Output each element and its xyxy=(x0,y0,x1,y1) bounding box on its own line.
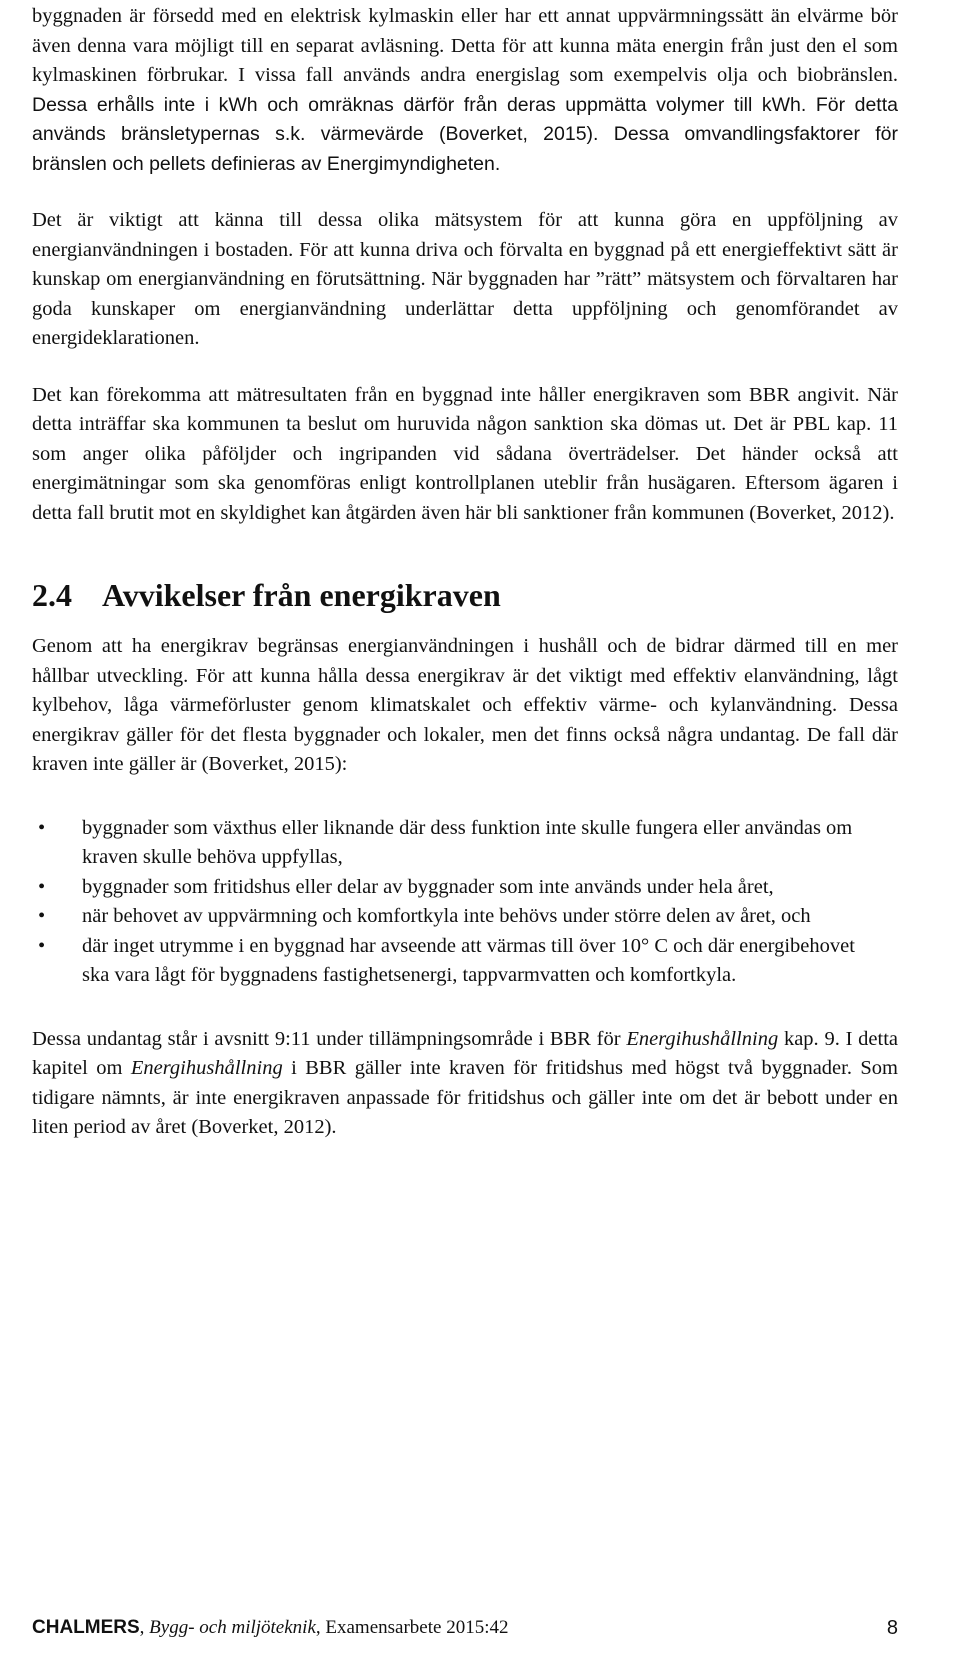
bullet-icon: • xyxy=(38,816,46,839)
text-run: Dessa undantag står i avsnitt 9:11 under tillämpningsområde i BBR för xyxy=(32,1027,627,1050)
paragraph-metering-serif: byggnaden är försedd med en elektrisk kylmaskin eller har ett annat uppvärmningssätt än elvärme bör även denna vara möjligt till en separat avläsning. Detta för att kunna mäta energin från just den el som kylmaskinen förbrukar. I vissa fall används andra energislag som exempelvis olja och biobränslen. xyxy=(32,5,898,86)
emphasis-text: Energihushållning xyxy=(130,1057,283,1079)
exceptions-list xyxy=(32,814,898,991)
section-title: Avvikelser från energikraven xyxy=(102,577,501,613)
emphasis-text: Energihushållning xyxy=(626,1027,779,1050)
paragraph-exceptions-reference xyxy=(32,1025,898,1143)
bullet-icon: • xyxy=(38,905,46,927)
list-item-text: när behovet av uppvärmning och komfortkyla inte behövs under större delen av året, och xyxy=(82,905,811,927)
bullet-icon: • xyxy=(38,875,46,898)
text-run: kap. 9. I detta kapitel om xyxy=(32,1027,898,1079)
paragraph-measurement-systems: Det är viktigt att känna till dessa olika mätsystem för att kunna göra en uppföljning av energianvändningen i bostaden. För att kunna driva och förvalta en byggnad på ett energieffektivt sätt är kunskap om energianvändning en förutsättning. När byggnaden har ”rätt” mätsystem och förvaltaren har goda kunskaper om energianvändning underlättar detta uppföljning och genomförandet av energideklarationen. xyxy=(32,209,898,349)
page-footer xyxy=(32,1617,898,1647)
section-number: 2.4 xyxy=(32,577,72,613)
list-item xyxy=(32,902,872,932)
paragraph-energy-requirements: Genom att ha energikrav begränsas energianvändningen i hushåll och de bidrar därmed till en mer hållbar utveckling. För att kunna hålla dessa energikrav är det viktigt med effektiv elanvändning, lågt kylbehov, låga värmeförluster genom klimatskalet och effektiv värme- och kylanvändning. Dessa energikrav gäller för det flesta byggnader och lokaler, men det finns också några undantag. De fall där kraven inte gäller är (Boverket, 2015): xyxy=(32,635,898,775)
footer-separator: , xyxy=(139,1617,150,1638)
footer-brand: CHALMERS xyxy=(32,1617,140,1638)
list-item-text: byggnader som växthus eller liknande där dess funktion inte skulle fungera eller användas om kraven skulle behöva uppfyllas, xyxy=(82,816,853,868)
list-item xyxy=(32,873,872,903)
document-page xyxy=(32,2,898,1143)
footer-report: , Examensarbete 2015:42 xyxy=(315,1617,509,1638)
paragraph-metering-sans: Dessa erhålls inte i kWh och omräknas därför från deras uppmätta volymer till kWh. För detta används bränsletypernas s.k. värmevärde (Boverket, 2015). Dessa omvandlingsfaktorer för bränslen och pellets definieras av Energimyndigheten. xyxy=(32,93,898,175)
paragraph-metering xyxy=(32,2,898,179)
list-item xyxy=(32,814,872,873)
list-item-text: där inget utrymme i en byggnad har avseende att värmas till över 10° C och där energibehovet ska vara lågt för byggnadens fastighetsenergi, tappvarmvatten och komfortkyla. xyxy=(82,934,855,986)
text-run: i BBR gäller inte kraven för fritidshus med högst två byggnader. Som tidigare nämnts, är inte energikraven anpassade för fritidshus och gäller inte om det är bebott under en liten period av året (Boverket, 2012). xyxy=(32,1057,898,1138)
list-item-text: byggnader som fritidshus eller delar av byggnader som inte används under hela året, xyxy=(82,875,774,898)
paragraph-sanctions: Det kan förekomma att mätresultaten från en byggnad inte håller energikraven som BBR angivit. När detta inträffar ska kommunen ta beslut om huruvida någon sanktion ska dömas ut. Det är PBL kap. 11 som anger olika påföljder och ingripanden vid sådana överträdelser. Det händer också att energimätningar som ska genomföras enligt kontrollplanen uteblir från husägaren. Eftersom ägaren i detta fall brutit mot en skyldighet kan åtgärden även här bli sanktioner från kommunen (Boverket, 2012). xyxy=(32,383,898,524)
bullet-icon: • xyxy=(38,934,46,957)
section-heading xyxy=(32,576,898,614)
footer-department: Bygg- och miljöteknik xyxy=(149,1617,316,1638)
page-number: 8 xyxy=(886,1617,898,1639)
list-item xyxy=(32,932,872,991)
